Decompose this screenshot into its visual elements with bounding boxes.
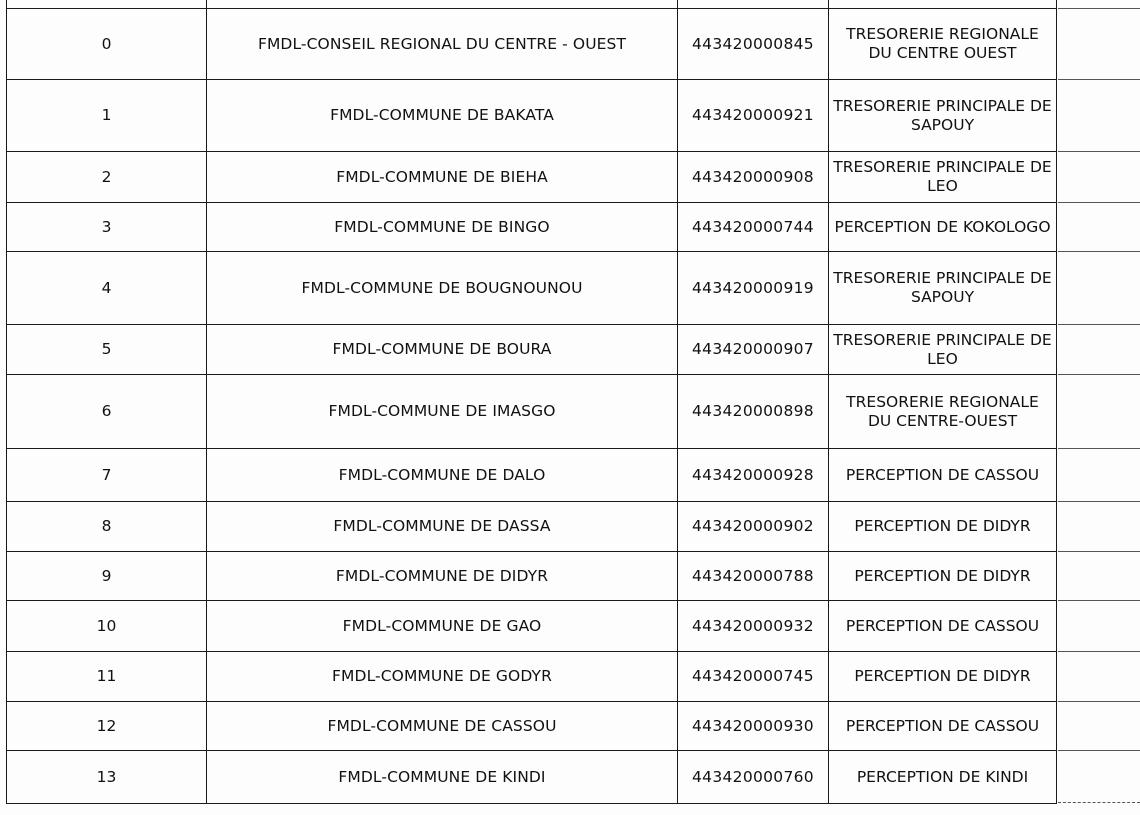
row-index: 8 bbox=[7, 502, 207, 552]
beneficiary-name: FMDL-COMMUNE DE GAO bbox=[207, 601, 678, 652]
treasury-office: PERCEPTION DE CASSOU bbox=[829, 601, 1057, 652]
table-row bbox=[7, 751, 1057, 804]
row-index: 11 bbox=[7, 652, 207, 702]
treasury-office: TRESORERIE PRINCIPALE DE LEO bbox=[829, 152, 1057, 203]
margin-rule bbox=[1058, 701, 1140, 702]
margin-rule bbox=[1058, 448, 1140, 449]
account-number: 443420000928 bbox=[678, 449, 829, 502]
account-number: 443420000907 bbox=[678, 325, 829, 375]
treasury-office: PERCEPTION DE DIDYR bbox=[829, 552, 1057, 601]
table-row bbox=[7, 9, 1057, 80]
margin-rule bbox=[1058, 324, 1140, 325]
account-number: 443420000932 bbox=[678, 601, 829, 652]
row-index: 13 bbox=[7, 751, 207, 804]
table-row bbox=[7, 502, 1057, 552]
row-index: 10 bbox=[7, 601, 207, 652]
table-row bbox=[7, 601, 1057, 652]
table-row bbox=[7, 449, 1057, 502]
right-margin-rules bbox=[1058, 0, 1140, 815]
margin-rule bbox=[1058, 79, 1140, 80]
table-row bbox=[7, 252, 1057, 325]
beneficiary-name: FMDL-COMMUNE DE KINDI bbox=[207, 751, 678, 804]
beneficiary-name: FMDL-COMMUNE DE BINGO bbox=[207, 203, 678, 252]
treasury-office: TRESORERIE PRINCIPALE DE LEO bbox=[829, 325, 1057, 375]
row-index: 9 bbox=[7, 552, 207, 601]
beneficiary-table bbox=[6, 0, 1057, 804]
account-number: 443420000919 bbox=[678, 252, 829, 325]
margin-rule bbox=[1058, 251, 1140, 252]
beneficiary-name: FMDL-COMMUNE DE IMASGO bbox=[207, 375, 678, 449]
treasury-office: PERCEPTION DE DIDYR bbox=[829, 652, 1057, 702]
treasury-office: TRESORERIE PRINCIPALE DE SAPOUY bbox=[829, 252, 1057, 325]
margin-rule bbox=[1058, 151, 1140, 152]
beneficiary-name: FMDL-COMMUNE DE CASSOU bbox=[207, 702, 678, 751]
table-top-edge-cell bbox=[207, 0, 678, 9]
beneficiary-name: FMDL-COMMUNE DE DALO bbox=[207, 449, 678, 502]
beneficiary-name: FMDL-CONSEIL REGIONAL DU CENTRE - OUEST bbox=[207, 9, 678, 80]
table-row bbox=[7, 652, 1057, 702]
account-number: 443420000930 bbox=[678, 702, 829, 751]
beneficiary-name: FMDL-COMMUNE DE DASSA bbox=[207, 502, 678, 552]
table-row bbox=[7, 702, 1057, 751]
beneficiary-name: FMDL-COMMUNE DE BAKATA bbox=[207, 80, 678, 152]
row-index: 3 bbox=[7, 203, 207, 252]
beneficiary-name: FMDL-COMMUNE DE BOUGNOUNOU bbox=[207, 252, 678, 325]
account-number: 443420000744 bbox=[678, 203, 829, 252]
row-index: 7 bbox=[7, 449, 207, 502]
account-number: 443420000745 bbox=[678, 652, 829, 702]
account-number: 443420000760 bbox=[678, 751, 829, 804]
row-index: 4 bbox=[7, 252, 207, 325]
account-number: 443420000921 bbox=[678, 80, 829, 152]
table-row bbox=[7, 0, 1057, 9]
treasury-office: PERCEPTION DE CASSOU bbox=[829, 449, 1057, 502]
table-top-edge-cell bbox=[678, 0, 829, 9]
table-row bbox=[7, 375, 1057, 449]
table-row bbox=[7, 552, 1057, 601]
treasury-office: TRESORERIE REGIONALE DU CENTRE OUEST bbox=[829, 9, 1057, 80]
account-number: 443420000845 bbox=[678, 9, 829, 80]
row-index: 1 bbox=[7, 80, 207, 152]
treasury-office: PERCEPTION DE KINDI bbox=[829, 751, 1057, 804]
table-row bbox=[7, 203, 1057, 252]
margin-rule bbox=[1058, 651, 1140, 652]
table-row bbox=[7, 152, 1057, 203]
margin-rule bbox=[1058, 202, 1140, 203]
account-number: 443420000788 bbox=[678, 552, 829, 601]
margin-rule bbox=[1058, 750, 1140, 751]
account-number: 443420000902 bbox=[678, 502, 829, 552]
margin-rule bbox=[1058, 8, 1140, 9]
account-number: 443420000908 bbox=[678, 152, 829, 203]
margin-rule bbox=[1058, 551, 1140, 552]
row-index: 2 bbox=[7, 152, 207, 203]
row-index: 5 bbox=[7, 325, 207, 375]
margin-rule bbox=[1058, 501, 1140, 502]
table-top-edge-cell bbox=[7, 0, 207, 9]
margin-rule bbox=[1058, 374, 1140, 375]
margin-rule bbox=[1058, 802, 1140, 803]
margin-rule bbox=[1058, 600, 1140, 601]
table-row bbox=[7, 80, 1057, 152]
treasury-office: PERCEPTION DE CASSOU bbox=[829, 702, 1057, 751]
beneficiary-name: FMDL-COMMUNE DE DIDYR bbox=[207, 552, 678, 601]
beneficiary-name: FMDL-COMMUNE DE BIEHA bbox=[207, 152, 678, 203]
account-number: 443420000898 bbox=[678, 375, 829, 449]
treasury-office: TRESORERIE PRINCIPALE DE SAPOUY bbox=[829, 80, 1057, 152]
beneficiary-name: FMDL-COMMUNE DE BOURA bbox=[207, 325, 678, 375]
row-index: 12 bbox=[7, 702, 207, 751]
treasury-office: PERCEPTION DE KOKOLOGO bbox=[829, 203, 1057, 252]
treasury-office: PERCEPTION DE DIDYR bbox=[829, 502, 1057, 552]
treasury-office: TRESORERIE REGIONALE DU CENTRE-OUEST bbox=[829, 375, 1057, 449]
beneficiary-name: FMDL-COMMUNE DE GODYR bbox=[207, 652, 678, 702]
row-index: 6 bbox=[7, 375, 207, 449]
table-top-edge-cell bbox=[829, 0, 1057, 9]
table-row bbox=[7, 325, 1057, 375]
row-index: 0 bbox=[7, 9, 207, 80]
